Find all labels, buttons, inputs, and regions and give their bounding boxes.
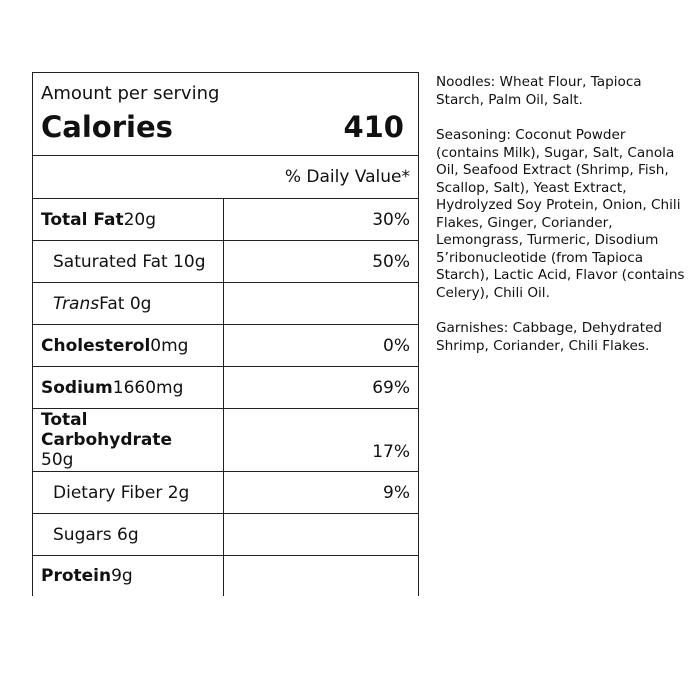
- nutrient-daily-value: [224, 283, 418, 324]
- nutrient-row-protein: [33, 556, 418, 596]
- nutrient-daily-value: [224, 556, 418, 596]
- nutrient-row-sugars: [33, 514, 418, 556]
- nutrient-name: [33, 199, 224, 240]
- nutrient-amount: 1660mg: [112, 377, 184, 398]
- nutrition-facts-table: [32, 72, 419, 596]
- nutrient-name: [33, 514, 224, 555]
- amount-per-serving: Amount per serving: [41, 83, 220, 104]
- nutrient-name-bold: Total Fat: [41, 209, 124, 230]
- nutrient-name: [33, 367, 224, 408]
- nutrient-name: [33, 556, 224, 596]
- calories-value: 410: [343, 110, 404, 144]
- nutrient-name-italic: Trans: [53, 293, 100, 314]
- nutrient-row-total-carbohydrate: [33, 409, 418, 472]
- nutrient-daily-value: 17%: [372, 442, 410, 462]
- nutrient-daily-value: [224, 514, 418, 555]
- nutrient-amount: 50g: [41, 450, 74, 470]
- daily-value-header: [33, 156, 418, 199]
- nutrient-name: [33, 283, 224, 324]
- nutrient-amount: Saturated Fat 10g: [53, 251, 206, 272]
- nutrient-row-trans-fat: [33, 283, 418, 325]
- nutrient-amount: 20g: [123, 209, 157, 230]
- nutrient-name: [33, 409, 224, 471]
- calories-section: [33, 73, 418, 156]
- nutrient-name: [33, 325, 224, 366]
- nutrient-daily-value: 69%: [372, 377, 410, 398]
- nutrient-row-saturated-fat: [33, 241, 418, 283]
- calories-row: [41, 110, 404, 144]
- nutrient-name-bold: Sodium: [41, 377, 113, 398]
- nutrient-daily-value: 9%: [383, 482, 410, 503]
- nutrient-amount: 0mg: [150, 335, 189, 356]
- nutrient-amount: Sugars 6g: [53, 524, 139, 545]
- nutrient-daily-value: 30%: [372, 209, 410, 230]
- calories-label: Calories: [41, 110, 173, 144]
- nutrient-amount: Dietary Fiber 2g: [53, 482, 190, 503]
- nutrient-row-total-fat: [33, 199, 418, 241]
- nutrient-amount: Fat 0g: [99, 293, 152, 314]
- nutrient-name-bold: Cholesterol: [41, 335, 151, 356]
- nutrient-name-bold: Total Carbohydrate: [41, 410, 173, 450]
- nutrient-name: [33, 472, 224, 513]
- nutrient-daily-value: 0%: [383, 335, 410, 356]
- ingredients-seasoning: Seasoning: Coconut Powder (contains Milk), Sugar, Salt, Canola Oil, Seafood Extract (Shrimp, Fish, Scallop, Salt), Yeast Extract, Hydrolyzed Soy Protein, Onion, Chili Flakes, Ginger, Coriander, Lemongrass, Turmeric, Disodium 5’ribonucleotide (from Tapioca Starch), Lactic Acid, Flavor (contains Celery), Chili Oil.: [436, 127, 685, 301]
- nutrient-name: [33, 241, 224, 282]
- nutrient-row-dietary-fiber: [33, 472, 418, 514]
- nutrient-amount: 9g: [111, 566, 133, 586]
- nutrient-name-bold: Protein: [41, 566, 112, 586]
- nutrient-row-sodium: [33, 367, 418, 409]
- nutrient-row-cholesterol: [33, 325, 418, 367]
- nutrient-daily-value: 50%: [372, 251, 410, 272]
- ingredients-list: [436, 74, 686, 373]
- daily-value-label: % Daily Value*: [284, 167, 410, 187]
- ingredients-garnishes: Garnishes: Cabbage, Dehydrated Shrimp, Coriander, Chili Flakes.: [436, 320, 663, 354]
- ingredients-noodles: Noodles: Wheat Flour, Tapioca Starch, Palm Oil, Salt.: [436, 74, 642, 108]
